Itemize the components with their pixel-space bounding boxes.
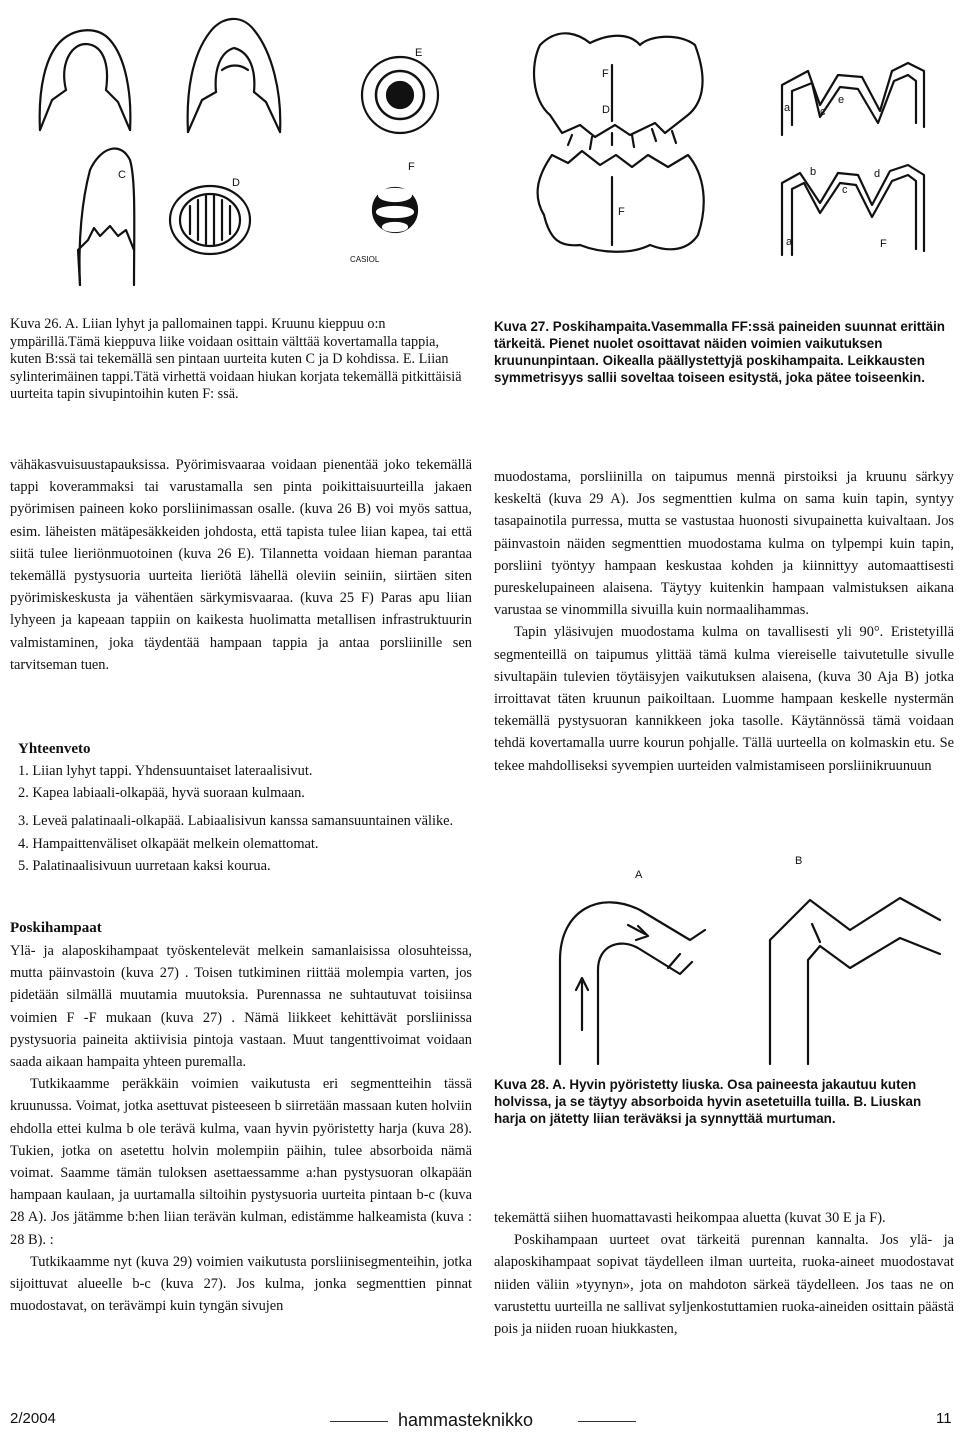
- fig28-label-a: A: [635, 869, 643, 881]
- summary-item: 2. Kapea labiaali-olkapää, hyvä suoraan kulmaan.: [18, 785, 305, 802]
- fig27-label-c-top: c: [820, 106, 826, 118]
- fig27-label-b: b: [810, 166, 817, 178]
- fig27-label-d: D: [602, 104, 610, 116]
- right-column-bottom: [494, 1207, 954, 1340]
- fig26-cross-e: [362, 47, 438, 133]
- caption-kuva-28: Kuva 28. A. Hyvin pyöristetty liuska. Osa paineesta jakautuu kuten holvissa, ja se täytyy absorboida hyvin asetetuilla tuilla. B. Liuskan harja on jätetty liian teräväksi ja synnyttää murtuman.: [494, 1077, 922, 1126]
- poski-paragraph-2: Tutkikaamme peräkkäin voimien vaikutusta eri segmentteihin tässä kruunussa. Voimat, jotka asettuvat pisteeseen b siirretään massaan kuten holviin ehdolla ettei kulma b ole terävä kulma, vaan hyvin pyöristetty harja (kuva 28). Tukien, jotka on asetettu holvin molempiin päihin, tulee absorboida nämä voimat. Saamme tämän tuloksen asettaessamme a:han pystysuoran olkapään hampaan kaulaan, ja uurtamalla siltoihin pystysuoria uurteita pintaan b-c (kuva 28 A). Jos jätämme b:hen liian terävän kulman, edistämme halkeamista (kuva : 28 B). :: [10, 1076, 472, 1248]
- summary-item: 3. Leveä palatinaali-olkapää. Labiaalisivun kanssa samansuuntainen välike.: [18, 813, 454, 830]
- fig26-label-casiol: CASIOL: [350, 255, 380, 264]
- fig26-tooth-c: [78, 149, 134, 285]
- fig27-label-a-bottom: a: [786, 236, 793, 248]
- summary-item: 1. Liian lyhyt tappi. Yhdensuuntaiset lateraalisivut.: [18, 763, 313, 779]
- fig26-label-c: C: [118, 169, 126, 181]
- fig27-label-f-right: F: [880, 238, 887, 250]
- right-paragraph-2: Tapin yläsivujen muodostama kulma on tavallisesti yli 90°. Eristetyillä segmenteillä on taipumus ylittää tämä kulma viereiselle taivutetulle sivulle sivultapäin tulevien töytäisyjen vaikutuksen alaisena, (kuva 30 Aja B) jotka irroittavat täten kruunun paikoiltaan. Luomme hampaan keskelle nystermän tekemällä pystysuoran kannikkeen joka tasolle. Käytännössä tämä voidaan tehdä kovertamalla uurre kourun pohjalle. Tällä uurteella on kolmaskin etu. Se tekee mahdolliseksi syvempien uurteiden valmistamiseen porsliinikruunuun: [494, 624, 954, 774]
- left-column-intro: [10, 454, 472, 676]
- right-paragraph-1: muodostama, porsliinilla on taipumus mennä pirstoiksi ja kruunu särkyy keskeltä (kuva 29 A). Jos segmenttien kulma on sama kuin tapin, syntyy tasapainotila purressa, mutta se vastustaa huonosti sivupainetta kuivaltaan. Jos päinvastoin näiden segmenttien muodostama kulma on tylpempi kuin tapin, porsliini työntyy hampaan keskustaa kohden ja kiinnittyy automaattisesti pureskelupaineen alaisena. Täytyy kuitenkin hampaan valmistuksen aikana varustaa se vinommilla sivuilla kuin normaalihammas.: [494, 469, 954, 619]
- summary-item: 5. Palatinaalisivuun uurretaan kaksi kourua.: [18, 857, 271, 874]
- right-paragraph-4: Poskihampaan uurteet ovat tärkeitä purennan kannalta. Jos ylä- ja alaposkihampaat sopivat täydelleen ilman uurteita, ruoka-aineet muodostavat niiden väliin »tyynyn», jota on mahdoton särkeä täydelleen. Jos taas ne on varustettu uurteilla ne sallivat syljenkostuttamien ruoka-aineiden osittain päästä pois ja niiden ruoan hiukkasten,: [494, 1232, 954, 1338]
- right-column-top: [494, 466, 954, 777]
- figure-27: [520, 5, 960, 290]
- fig27-label-d-right: d: [874, 168, 881, 180]
- fig26-tooth-b: [188, 19, 281, 132]
- summary-item: 4. Hampaittenväliset olkapäät melkein olemattomat.: [18, 835, 319, 852]
- fig27-label-f-top: F: [602, 68, 609, 80]
- poski-paragraph-1: Ylä- ja alaposkihampaat työskentelevät melkein samanlaisissa olosuhteissa, mutta päinvastoin (kuva 27) . Toisen tutkiminen riittää molempia varten, jos pidetään silmällä muutamia muutoksia. Purennassa ne suhtautuvat toisiinsa voimien F -F mukaan (kuva 27) . Nämä liikkeet kehittävät porsliinissa pystysuoria paineita aktiivisia pintoja vastaan. Muut tangenttivoimat voidaan saada aikaan hampaita yhteen puremalla.: [10, 943, 472, 1071]
- caption-kuva-27: Kuva 27. Poskihampaita.Vasemmalla FF:ssä paineiden suunnat erittäin tärkeitä. Pienet nuolet osoittavat näiden voimien vaikutuksen kruununpintaan. Oikealla päällystettyjä poskihampaita. Leikkausten symmetrisyys sallii soveltaa toiseen esitystä, joka pätee toiseenkin.: [494, 319, 945, 385]
- left-intro-paragraph: vähäkasvuisuustapauksissa. Pyörimisvaaraa voidaan pienentää joko tekemällä tappi koverammaksi tai varustamalla sen pinta poikittaisuurteilla jakaen pyörimisen paineen koko porsliinimassan osalle. (kuva 26 B) voi myös sattua, esim. läheisten mätäpesäkkeiden johdosta, että tapista tulee liian kapea, tai että siitä tulee lieriönmuotoinen (kuva 26 E). Tilannetta voidaan hieman parantaa tekemällä pystysuoria uurteita lieriötä lähellä oleviin seiniin, siirtäen siten pyörimiskeskusta ja vähentäen särkymisvaaraa. (kuva 25 F) Paras apu liian lyhyeen ja kapeaan tappiin on kaikesta huolimatta metallisen infrastruktuurin valmistaminen, joka täydentää hampaan tappia ja antaa porsliinille sen tarvitseman tuen.: [10, 457, 472, 673]
- fig26-label-d: D: [232, 177, 240, 189]
- fig26-label-e: E: [415, 47, 423, 59]
- fig27-label-c-bottom: c: [842, 184, 848, 196]
- fig26-tooth-a: [40, 30, 131, 130]
- figure-26: [10, 0, 480, 290]
- summary-list: [18, 760, 458, 877]
- fig27-molars-right: [782, 63, 924, 255]
- fig26-label-f: F: [408, 161, 415, 173]
- fig28-label-b: B: [795, 855, 803, 867]
- fig28-a-rounded-cusp: [560, 869, 705, 1064]
- fig26-cross-d: [170, 177, 250, 254]
- poski-paragraph-3: Tutkikaamme nyt (kuva 29) voimien vaikutusta porsliinisegmenteihin, jotka sijoittuvat alueelle b-c (kuva 27). Jos kulma, jonka segmenttien pinnat muodostavat, on terävämpi kuin tyngän sivujen: [10, 1253, 472, 1315]
- fig27-label-a-top: a: [784, 102, 791, 114]
- figure-28: [520, 850, 950, 1070]
- footer-page-number: 11: [936, 1410, 952, 1427]
- poskihampaat-text: [10, 940, 472, 1317]
- fig27-label-e: e: [838, 94, 845, 106]
- fig26-cross-f: [350, 161, 417, 264]
- right-paragraph-3: tekemättä siihen huomattavasti heikompaa aluetta (kuvat 30 E ja F).: [494, 1210, 886, 1226]
- summary-heading: Yhteenveto: [18, 741, 91, 757]
- footer-rule-left: [330, 1421, 388, 1422]
- fig28-b-sharp-cusp: [770, 855, 940, 1064]
- fig27-label-f-bottom: F: [618, 206, 625, 218]
- footer-magazine: hammasteknikko: [398, 1410, 534, 1430]
- caption-kuva-26: Kuva 26. A. Liian lyhyt ja pallomainen tappi. Kruunu kieppuu o:n ympärillä.Tämä kieppuva liike voidaan osittain välttää kovertamalla tappia, kuten B:ssä tai tekemällä sen pintaan uurteita kuten C ja D kohdissa. E. Liian sylinterimäinen tappi.Tätä virhettä voidaan hiukan korjata tekemällä pitkittäisiä uurteita tapin sivupintoihin kuten F: ssä.: [10, 316, 462, 402]
- footer-rule-right: [578, 1421, 636, 1422]
- footer-issue: 2/2004: [10, 1410, 56, 1427]
- fig27-molars-left: [534, 33, 704, 251]
- poskihampaat-heading: Poskihampaat: [10, 920, 102, 936]
